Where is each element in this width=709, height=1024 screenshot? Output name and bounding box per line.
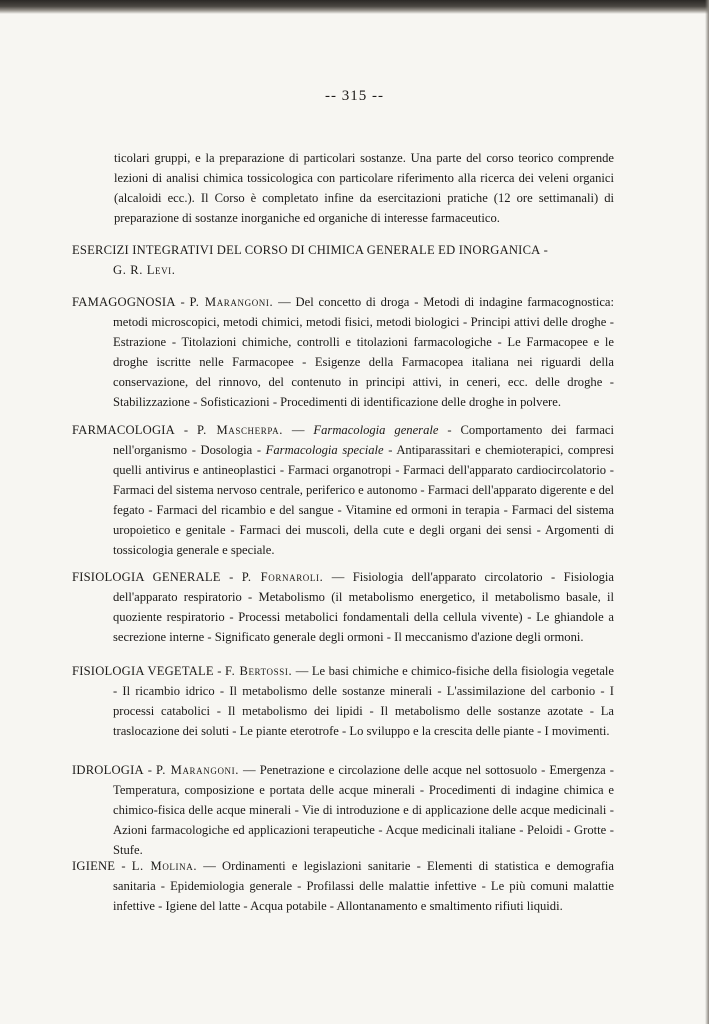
entry-subject: FAMAGOGNOSIA [72,295,176,309]
entry-description: Le basi chimiche e chimico-fisiche della fisiologia vegetale - Il ricambio idrico - Il metabolismo delle sostanze minerali - L'assimilazione del carbonio - I processi catabolici - Il metabolismo dei lipidi - Il metabolismo delle sostanze azotate - La traslocazione dei soluti - Le piante eterotrofe - Lo sviluppo e la crescita delle piante - I movimenti. [113,664,615,738]
entry-teacher: F. Bertossi. [225,664,293,678]
page-number: -- 315 -- [325,88,384,104]
entry-idrologia [72,760,614,860]
entry-igiene [72,856,614,916]
entry-teacher: G. R. Levi. [113,263,176,277]
entry-dash: — [273,295,296,309]
entry-teacher: L. Molina. [131,859,198,873]
entry-fisiologia-generale [72,567,614,647]
entry-separator: - [174,423,197,437]
entry-dash: — [292,664,312,678]
entry-subject: IDROLOGIA [72,763,144,777]
scan-top-edge [0,0,709,14]
entry-teacher: P. Mascherpa. [196,423,283,437]
entry-teacher: P. Fornaroli. [241,570,324,584]
entry-subject: FARMACOLOGIA [72,423,175,437]
entry-separator: - [115,859,132,873]
entry-subject: FISIOLOGIA GENERALE [72,570,221,584]
entry-description: - Comportamento dei farmaci nell'organismo - Dosologia - [113,423,615,457]
entry-teacher: P. Marangoni. [189,295,274,309]
entry-separator: - [175,295,190,309]
entry-esercizi-teacher-line [113,260,614,280]
entry-dash: — [197,859,223,873]
entry-separator: - [143,763,157,777]
entry-dash: — [239,763,260,777]
entry-separator: - [540,243,548,257]
entry-subject: FISIOLOGIA VEGETALE [72,664,214,678]
entry-description: Penetrazione e circolazione delle acque nel sottosuolo - Emergenza - Temperatura, composizione e portata delle acque minerali - Procedimenti di indagine chimica e chimico-fisica delle acque minerali - Vie di introduzione e di applicazione delle acque medicinali - Azioni farmacologiche ed applicazioni terapeutiche - Acque medicinali italiane - Peloidi - Grotte - Stufe. [113,763,615,857]
intro-paragraph: ticolari gruppi, e la preparazione di particolari sostanze. Una parte del corso teorico comprende lezioni di analisi chimica tossicologica con particolare riferimento alla ricerca dei veleni organici (alcaloidi ecc.). Il Corso è completato infine da esercitazioni pratiche (12 ore settimanali) di preparazione di sostanze inorganiche ed organiche di interesse farmaceutico. [114,151,614,225]
entry-italic-term: Farmacologia speciale [265,443,384,457]
scan-right-edge [705,0,709,1024]
entry-dash: — [323,570,353,584]
entry-separator: - [213,664,226,678]
entry-fisiologia-vegetale [72,661,614,741]
entry-farmacologia [72,420,614,560]
entry-description: Fisiologia dell'apparato circolatorio - Fisiologia dell'apparato respiratorio - Metabolismo (il metabolismo energetico, il metabolismo basale, il quoziente respiratorio - Processi metabolici fondamentali della cellula vivente) - Le ghiandole a secrezione interne - Significato generale degli ormoni - Il meccanismo d'azione degli ormoni. [113,570,615,644]
entry-separator: - [220,570,242,584]
entry-description: - Antiparassitari e chemioterapici, compresi quelli antivirus e antineoplastici - Farmaci organotropi - Farmaci dell'apparato cardiocircolatorio - Farmaci del sistema nervoso centrale, periferico e autonomo - Farmaci dell'apparato digerente e del fegato - Farmaci del ricambio e del sangue - Vitamine ed ormoni in terapia - Farmaci del sistema uropoietico e genitale - Farmaci dei muscoli, della cute e degli organi dei sensi - Argomenti di tossicologia generale e speciale. [113,443,614,557]
entry-subject: IGIENE [72,859,116,873]
entry-famagognosia [72,292,614,412]
entry-subject: ESERCIZI INTEGRATIVI DEL CORSO DI CHIMICA GENERALE ED INORGANICA [72,243,541,257]
entry-esercizi-integrativi [72,240,614,260]
entry-description: Del concetto di droga - Metodi di indagine farmacognostica: metodi microscopici, metodi chimici, metodi fisici, metodi biologici - Principi attivi delle droghe - Estrazione - Titolazioni chimiche, controlli e titolazioni farmacologiche - Le Farmacopee e le droghe iscritte nelle Farmacopee - Esigenze della Farmacopea italiana nei riguardi della conservazione, del rinnovo, del contenuto in principi attivi, in ceneri, ecc. delle droghe - Stabilizzazione - Sofisticazioni - Procedimenti di identificazione delle droghe in polvere. [113,295,615,409]
entry-teacher: P. Marangoni. [156,763,239,777]
entry-description: Ordinamenti e legislazioni sanitarie - Elementi di statistica e demografia sanitaria - Epidemiologia generale - Profilassi delle malattie infettive - Le più comuni malattie infettive - Igiene del latte - Acqua potabile - Allontanamento e smaltimento rifiuti liquidi. [113,859,614,913]
entry-italic-term: Farmacologia generale [313,423,439,437]
entry-dash: — [282,423,314,437]
